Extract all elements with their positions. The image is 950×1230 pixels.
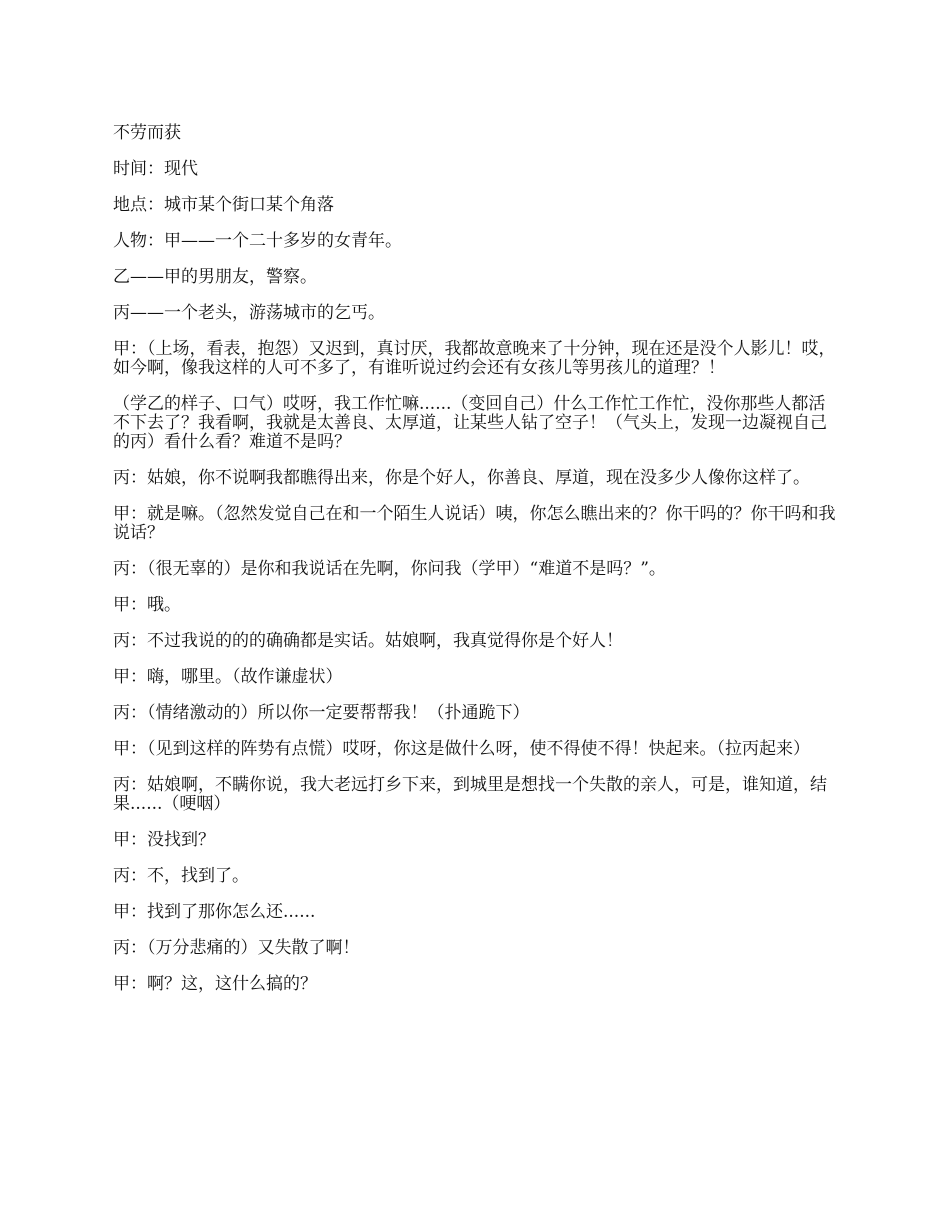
dialogue-line: （学乙的样子、口气）哎呀，我工作忙嘛......（变回自己）什么工作忙工作忙，没你那些人都活不下去了？我看啊，我就是太善良、太厚道，让某些人钻了空子！（气头上，发现一边凝视自己的丙）看什么看？难道不是吗？	[113, 394, 827, 452]
dialogue-line: 丙：姑娘啊，不瞒你说，我大老远打乡下来，到城里是想找一个失散的亲人，可是，谁知道，结果......（哽咽）	[113, 775, 827, 814]
dialogue-line: 丙：不，找到了。	[113, 866, 249, 886]
dialogue-line: 丙：（万分悲痛的）又失散了啊！	[113, 938, 360, 958]
dialogue-line: 丙：（情绪激动的）所以你一定要帮帮我！（扑通跪下）	[113, 703, 530, 723]
scene-time: 时间：现代	[113, 159, 198, 179]
dialogue-line: 甲：哦。	[113, 595, 181, 615]
document-body	[113, 124, 840, 1011]
dialogue-line: 丙：姑娘，你不说啊我都瞧得出来，你是个好人，你善良、厚道，现在没多少人像你这样了。	[113, 468, 810, 488]
dialogue-line: 甲：啊？这，这什么搞的？	[113, 974, 317, 994]
dialogue-line: 甲：嗨，哪里。（故作谦虚状）	[113, 667, 343, 687]
dialogue-line: 甲：（上场，看表，抱怨）又迟到，真讨厌，我都故意晚来了十分钟，现在还是没个人影儿！哎，如今啊，像我这样的人可不多了，有谁听说过约会还有女孩儿等男孩儿的道理？！	[113, 339, 836, 378]
document-title: 不劳而获	[113, 123, 181, 143]
dialogue-line: 甲：（见到这样的阵势有点慌）哎呀，你这是做什么呀，使不得使不得！快起来。（拉丙起来）	[113, 739, 810, 759]
character-yi: 乙——甲的男朋友，警察。	[113, 267, 317, 287]
scene-location: 地点：城市某个街口某个角落	[113, 195, 334, 215]
dialogue-line: 甲：就是嘛。（忽然发觉自己在和一个陌生人说话）咦，你怎么瞧出来的？你干吗的？你干吗和我说话？	[113, 504, 836, 543]
dialogue-line: 甲：找到了那你怎么还......	[113, 902, 316, 922]
dialogue-line: 丙：不过我说的的的确确都是实话。姑娘啊，我真觉得你是个好人！	[113, 631, 623, 651]
character-jia: 人物：甲——一个二十多岁的女青年。	[113, 231, 402, 251]
character-bing: 丙——一个老头，游荡城市的乞丐。	[113, 303, 385, 323]
dialogue-line: 甲：没找到？	[113, 830, 215, 850]
dialogue-line: 丙：（很无辜的）是你和我说话在先啊，你问我（学甲）“难道不是吗？”。	[113, 559, 666, 579]
